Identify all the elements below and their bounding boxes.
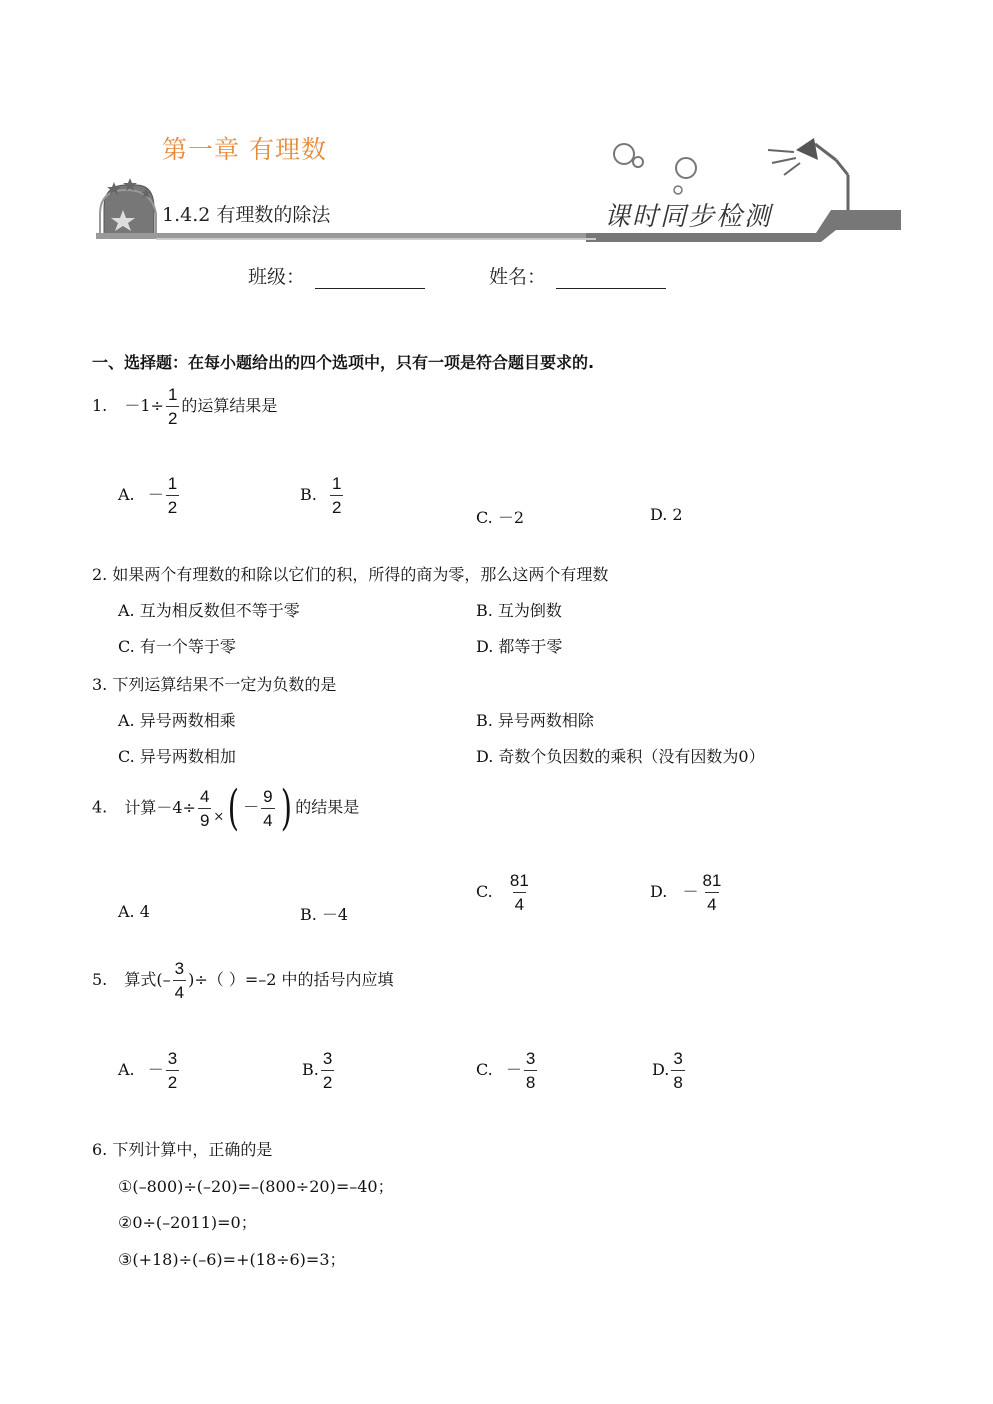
fraction: $\frac{3}{4}$ xyxy=(174,959,185,1002)
fraction: $\frac{1}{2}$ xyxy=(167,385,178,428)
class-blank xyxy=(315,268,425,289)
question-text: 计算－4÷ xyxy=(124,797,196,817)
question-6-line-1: ①(–800)÷(–20)=–(800÷20)=–40； xyxy=(118,1177,394,1196)
question-5-option-a: A. － $\frac{3}{2}$ xyxy=(118,1049,178,1092)
question-5-stem xyxy=(92,960,394,1001)
question-4-option-b: B. －4 xyxy=(300,905,349,924)
lesson-title: 1.4.2 有理数的除法 xyxy=(162,204,331,226)
question-text: 的结果是 xyxy=(295,797,360,817)
fraction: $\frac{3}{2}$ xyxy=(167,1049,178,1092)
question-1-option-a: A. － $\frac{1}{2}$ xyxy=(118,474,178,517)
desk-lamp-icon xyxy=(768,138,848,210)
question-1-option-d: D. 2 xyxy=(650,505,683,524)
question-2-option-d: D. 都等于零 xyxy=(476,637,563,656)
question-3-option-b: B. 异号两数相除 xyxy=(476,711,594,730)
class-field xyxy=(248,262,425,289)
fraction: $\frac{9}{4}$ xyxy=(263,786,273,830)
fraction: $\frac{3}{2}$ xyxy=(322,1049,333,1092)
question-1-option-c: C. －2 xyxy=(476,508,525,527)
left-paren: ( xyxy=(228,780,240,836)
chapter-title: 第一章 有理数 xyxy=(162,135,327,164)
question-3-stem: 3. 下列运算结果不一定为负数的是 xyxy=(92,675,337,694)
question-text: －1÷ xyxy=(124,396,164,415)
star-badge-icon xyxy=(100,178,156,238)
fraction: $\frac{1}{2}$ xyxy=(167,474,178,517)
question-6-line-2: ②0÷(–2011)=0； xyxy=(118,1213,257,1232)
fraction: $\frac{3}{8}$ xyxy=(525,1049,536,1092)
question-1-option-b: B. $\frac{1}{2}$ xyxy=(300,474,342,517)
question-3-option-d: D. 奇数个负因数的乘积（没有因数为0） xyxy=(476,747,765,766)
question-2-stem: 2. 如果两个有理数的和除以它们的积，所得的商为零，那么这两个有理数 xyxy=(92,565,609,584)
question-number: 1. xyxy=(92,396,108,415)
question-2-option-b: B. 互为倒数 xyxy=(476,601,562,620)
question-4-option-c: C. $\frac{81}{4}$ xyxy=(476,871,529,914)
name-field xyxy=(489,262,666,289)
fraction: $\frac{4}{9}$ xyxy=(199,786,210,830)
question-4-stem: 4. 计算－4÷ $\frac{4}{9}$ $_\times$( － $\frac{9}{4}$ ) 的结果是 xyxy=(92,780,360,836)
question-5-option-b: B. $\frac{3}{2}$ xyxy=(302,1049,333,1092)
question-6-line-3: ③(+18)÷(–6)=+(18÷6)=3； xyxy=(118,1250,346,1269)
fraction: $\frac{3}{8}$ xyxy=(673,1049,683,1092)
fraction: $\frac{81}{4}$ xyxy=(509,871,529,914)
brand-title: 课时同步检测 xyxy=(604,202,773,232)
section-title: 一、选择题：在每小题给出的四个选项中，只有一项是符合题目要求的. xyxy=(92,353,595,372)
name-label: 姓名： xyxy=(489,266,547,288)
question-2-option-a: A. 互为相反数但不等于零 xyxy=(118,601,300,620)
question-4-option-a: A. 4 xyxy=(118,902,150,921)
question-number: 5. xyxy=(92,970,108,989)
question-text: 算式(– xyxy=(124,970,171,989)
question-number: 4. xyxy=(92,797,108,817)
class-label: 班级： xyxy=(248,266,306,288)
right-paren: ) xyxy=(280,780,292,836)
question-6-stem: 6. 下列计算中，正确的是 xyxy=(92,1140,273,1159)
question-5-option-d: D. $\frac{3}{8}$ xyxy=(652,1049,683,1092)
question-text: )÷（ ）=–2 中的括号内应填 xyxy=(188,970,394,989)
question-text: 的运算结果是 xyxy=(181,396,278,415)
name-blank xyxy=(556,268,666,289)
question-2-option-c: C. 有一个等于零 xyxy=(118,637,236,656)
question-3-option-a: A. 异号两数相乘 xyxy=(118,711,236,730)
question-3-option-c: C. 异号两数相加 xyxy=(118,747,236,766)
fraction: $\frac{81}{4}$ xyxy=(702,871,722,914)
question-4-option-d: D. － $\frac{81}{4}$ xyxy=(650,871,722,914)
fraction: $\frac{1}{2}$ xyxy=(331,474,342,517)
question-5-option-c: C. － $\frac{3}{8}$ xyxy=(476,1049,536,1092)
question-1-stem xyxy=(92,386,277,427)
